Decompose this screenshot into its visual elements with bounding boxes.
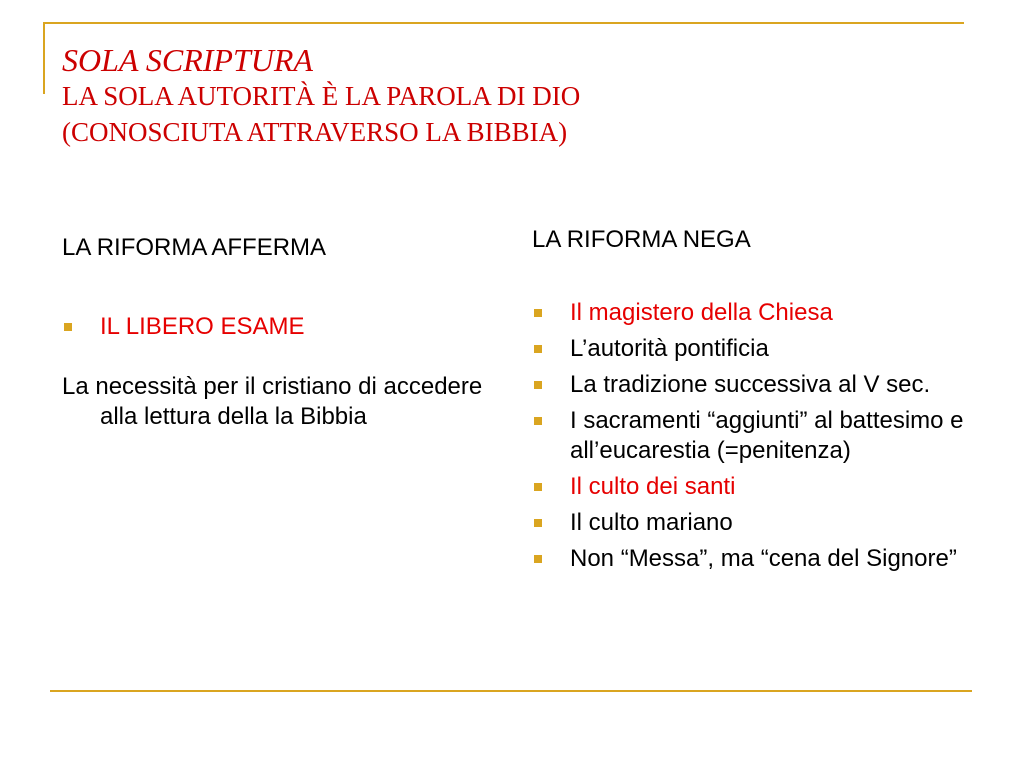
bullet-text: Il culto dei santi (570, 473, 736, 500)
slide-title (62, 42, 962, 150)
list-item (532, 508, 972, 538)
list-item (532, 406, 972, 466)
square-bullet-icon (534, 519, 542, 527)
right-bullet-list (532, 298, 972, 574)
bullet-text: I sacramenti “aggiunti” al battesimo e all’eucarestia (=penitenza) (570, 407, 964, 464)
title-subtitle-line-2: (CONOSCIUTA ATTRAVERSO LA BIBBIA) (62, 117, 568, 147)
bullet-text: IL LIBERO ESAME (100, 313, 305, 340)
square-bullet-icon (534, 345, 542, 353)
square-bullet-icon (534, 381, 542, 389)
left-column (62, 230, 502, 432)
square-bullet-icon (64, 323, 72, 331)
left-column-paragraph: La necessità per il cristiano di accedere alla lettura della la Bibbia (62, 373, 483, 430)
square-bullet-icon (534, 555, 542, 563)
title-main: SOLA SCRIPTURA (62, 42, 313, 78)
accent-line-bottom (50, 690, 972, 692)
list-item (532, 298, 972, 328)
accent-line-left (43, 22, 45, 94)
left-bullet-list (62, 312, 502, 342)
bullet-text: La tradizione successiva al V sec. (570, 371, 931, 398)
bullet-text: L’autorità pontificia (570, 335, 769, 362)
bullet-text: Il culto mariano (570, 509, 733, 536)
square-bullet-icon (534, 483, 542, 491)
square-bullet-icon (534, 309, 542, 317)
bullet-text: Non “Messa”, ma “cena del Signore” (570, 545, 957, 572)
title-subtitle-line-1: LA SOLA AUTORITÀ È LA PAROLA DI DIO (62, 81, 581, 111)
list-item (532, 370, 972, 400)
list-item (532, 334, 972, 364)
list-item (532, 544, 972, 574)
right-column (532, 222, 972, 580)
bullet-text: Il magistero della Chiesa (570, 299, 833, 326)
right-column-heading: LA RIFORMA NEGA (532, 226, 751, 253)
list-item (532, 472, 972, 502)
square-bullet-icon (534, 417, 542, 425)
accent-line-top (45, 22, 964, 24)
left-column-heading: LA RIFORMA AFFERMA (62, 234, 327, 261)
list-item (62, 312, 502, 342)
